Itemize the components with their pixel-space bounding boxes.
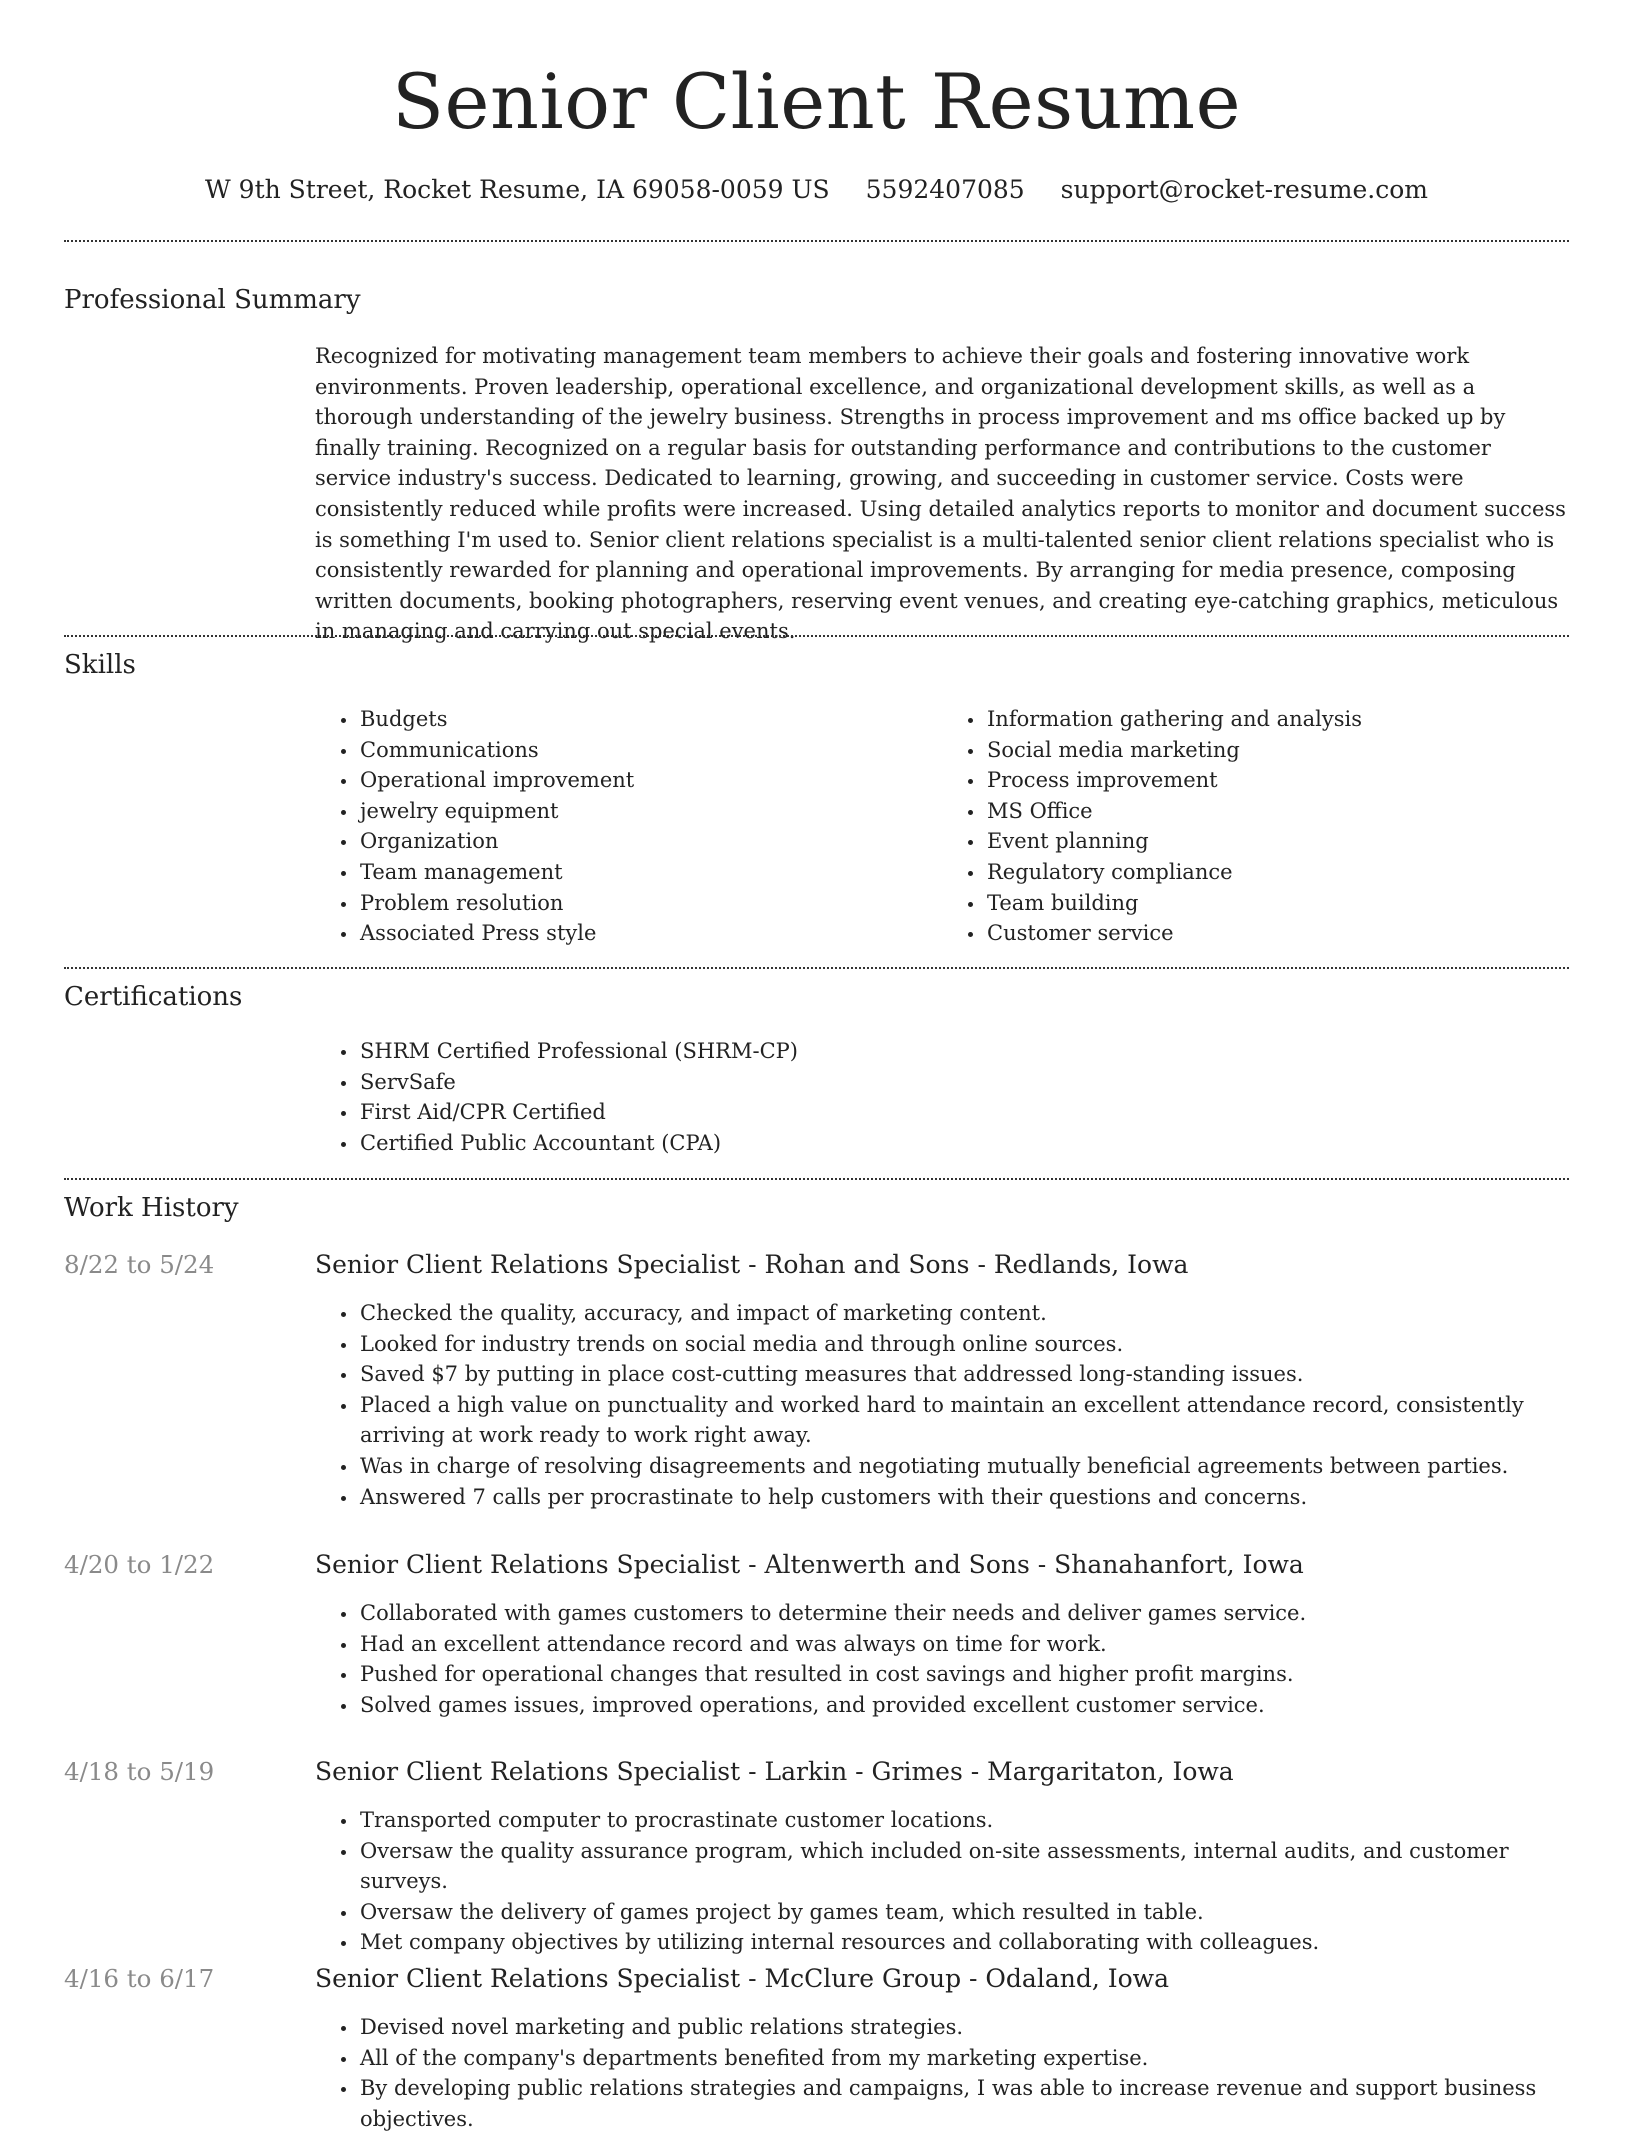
certification-item: • Certified Public Accountant (CPA)	[358, 1128, 1569, 1159]
summary-heading: Professional Summary	[64, 285, 361, 315]
skill-item: • Budgets	[358, 704, 942, 735]
job-dates: 8/22 to 5/24	[64, 1250, 215, 1279]
skill-item: • Social media marketing	[985, 735, 1569, 766]
job-title: Senior Client Relations Specialist - McClure Group - Odaland, Iowa	[315, 1964, 1169, 1993]
certifications-list	[315, 1036, 1569, 1158]
job-bullet: • Collaborated with games customers to determine their needs and deliver games service.	[358, 1598, 1569, 1629]
skill-item: • Problem resolution	[358, 888, 942, 919]
job-title: Senior Client Relations Specialist - Altenwerth and Sons - Shanahanfort, Iowa	[315, 1550, 1304, 1579]
contact-address: W 9th Street, Rocket Resume, IA 69058-0059 US	[205, 175, 830, 204]
skill-item: • jewelry equipment	[358, 796, 942, 827]
certification-item: • SHRM Certified Professional (SHRM-CP)	[358, 1036, 1569, 1067]
skill-item: • Process improvement	[985, 765, 1569, 796]
resume-name: Senior Client Resume	[391, 57, 1242, 146]
contact-email: support@rocket-resume.com	[1060, 175, 1428, 204]
job-title: Senior Client Relations Specialist - Rohan and Sons - Redlands, Iowa	[315, 1250, 1189, 1279]
skill-item: • Regulatory compliance	[985, 857, 1569, 888]
job-dates: 4/16 to 6/17	[64, 1964, 215, 1993]
job-bullet: • Oversaw the quality assurance program, which included on-site assessments, internal audits, and customer surveys.	[358, 1836, 1569, 1897]
skill-item: • Associated Press style	[358, 918, 942, 949]
skill-item: • Customer service	[985, 918, 1569, 949]
job-bullet: • All of the company's departments benefited from my marketing expertise.	[358, 2043, 1569, 2074]
job-bullet: • Oversaw the delivery of games project by games team, which resulted in table.	[358, 1897, 1569, 1928]
skill-item: • Event planning	[985, 826, 1569, 857]
job-details	[315, 1805, 1569, 1958]
job-details	[315, 2012, 1569, 2134]
job-title: Senior Client Relations Specialist - Larkin - Grimes - Margaritaton, Iowa	[315, 1757, 1234, 1786]
skill-item: • Team building	[985, 888, 1569, 919]
section-divider	[64, 967, 1569, 969]
contact-phone: 5592407085	[865, 175, 1025, 204]
resume-page	[64, 0, 1569, 2131]
job-bullet: • Solved games issues, improved operations, and provided excellent customer service.	[358, 1690, 1569, 1721]
skills-heading: Skills	[64, 650, 136, 680]
skills-section	[315, 704, 1569, 949]
job-bullet: • Checked the quality, accuracy, and impact of marketing content.	[358, 1298, 1569, 1329]
skills-list-left	[315, 704, 942, 949]
job-bullet: • Pushed for operational changes that resulted in cost savings and higher profit margins.	[358, 1659, 1569, 1690]
section-divider	[64, 1178, 1569, 1180]
job-bullet: • Saved $7 by putting in place cost-cutting measures that addressed long-standing issues.	[358, 1359, 1569, 1390]
skill-item: • MS Office	[985, 796, 1569, 827]
job-bullet: • Met company objectives by utilizing internal resources and collaborating with colleagues.	[358, 1927, 1569, 1958]
skill-item: • Organization	[358, 826, 942, 857]
job-bullet: • Looked for industry trends on social media and through online sources.	[358, 1329, 1569, 1360]
job-bullet: • By developing public relations strategies and campaigns, I was able to increase revenue and support business objectives.	[358, 2073, 1569, 2134]
certification-item: • First Aid/CPR Certified	[358, 1097, 1569, 1128]
job-bullet: • Devised novel marketing and public relations strategies.	[358, 2012, 1569, 2043]
certifications-heading: Certifications	[64, 982, 243, 1012]
job-dates: 4/18 to 5/19	[64, 1757, 215, 1786]
job-bullet: • Was in charge of resolving disagreements and negotiating mutually beneficial agreements between parties.	[358, 1451, 1569, 1482]
skill-item: • Information gathering and analysis	[985, 704, 1569, 735]
skills-list-right	[942, 704, 1569, 949]
skill-item: • Operational improvement	[358, 765, 942, 796]
job-bullet: • Placed a high value on punctuality and worked hard to maintain an excellent attendance record, consistently arriving at work ready to work right away.	[358, 1390, 1569, 1451]
job-bullet: • Answered 7 calls per procrastinate to help customers with their questions and concerns.	[358, 1482, 1569, 1513]
skill-item: • Communications	[358, 735, 942, 766]
work-history-heading: Work History	[64, 1193, 239, 1223]
job-details	[315, 1598, 1569, 1720]
job-details	[315, 1298, 1569, 1512]
summary-text: Recognized for motivating management team members to achieve their goals and fostering innovative work environments. Proven leadership, operational excellence, and organizational development skills, as well as a thorough understanding of the jewelry business. Strengths in process improvement and ms office backed up by finally training. Recognized on a regular basis for outstanding performance and contributions to the customer service industry's success. Dedicated to learning, growing, and succeeding in customer service. Costs were consistently reduced while profits were increased. Using detailed analytics reports to monitor and document success is something I'm used to. Senior client relations specialist is a multi-talented senior client relations specialist who is consistently rewarded for planning and operational improvements. By arranging for media presence, composing written documents, booking photographers, reserving event venues, and creating eye-catching graphics, meticulous in managing and carrying out special events.	[315, 344, 1566, 644]
job-bullet: • Had an excellent attendance record and was always on time for work.	[358, 1629, 1569, 1660]
skill-item: • Team management	[358, 857, 942, 888]
summary-section	[315, 341, 1569, 647]
job-dates: 4/20 to 1/22	[64, 1550, 215, 1579]
job-bullet: • Transported computer to procrastinate customer locations.	[358, 1805, 1569, 1836]
certifications-section	[315, 1036, 1569, 1158]
certification-item: • ServSafe	[358, 1067, 1569, 1098]
section-divider	[64, 240, 1569, 242]
section-divider	[64, 635, 1569, 637]
contact-line	[64, 174, 1569, 206]
